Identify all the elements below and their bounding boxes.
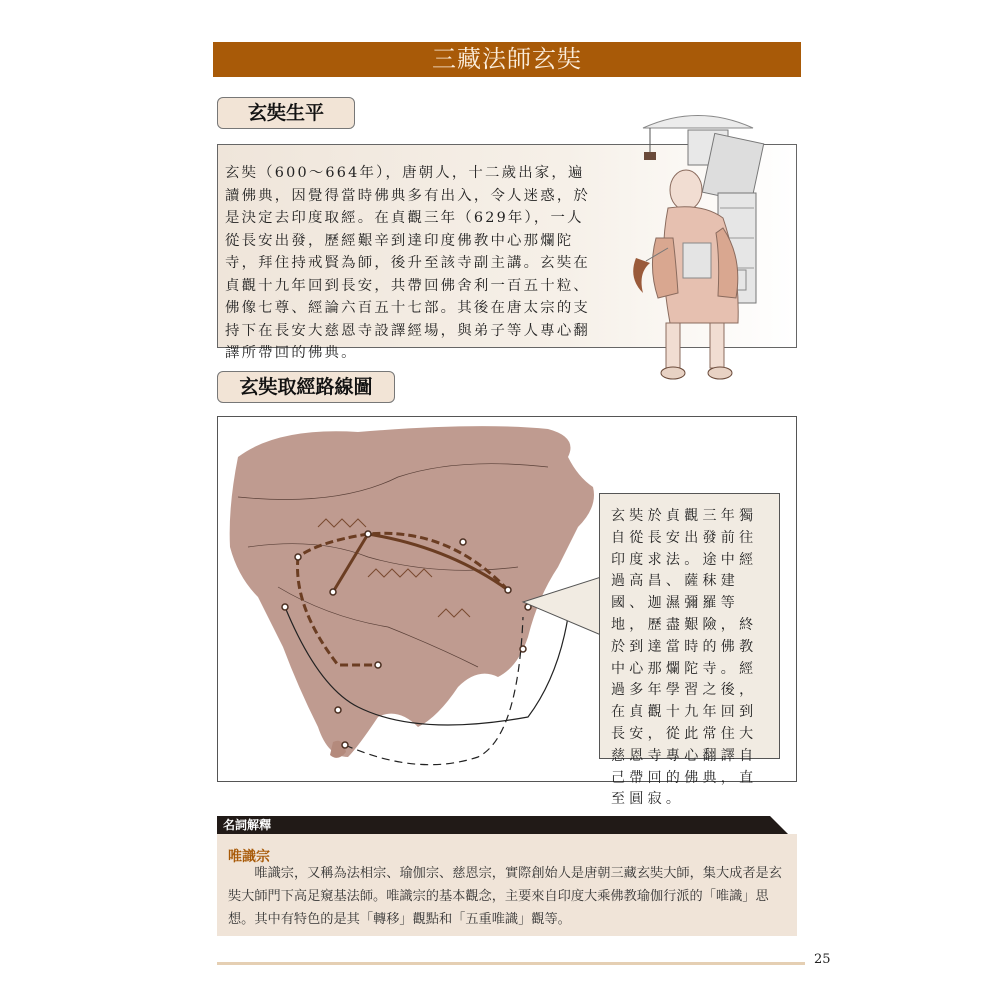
map-callout-text: 玄奘於貞觀三年獨自從長安出發前往印度求法。途中經過高昌、薩秣建國、迦濕彌羅等地，歷盡艱險，終於到達當時的佛教中心那爛陀寺。經過多年學習之後，在貞觀十九年回到長安，從此常住大慈恩寺專心翻譯自己帶回的佛典，直至圓寂。 xyxy=(611,508,758,808)
page-title: 三藏法師玄奘 xyxy=(213,42,801,77)
section-label-biography: 玄奘生平 xyxy=(217,97,355,129)
glossary-definition: 唯識宗，又稱為法相宗、瑜伽宗、慈恩宗，實際創始人是唐朝三藏玄奘大師，集大成者是玄奘大師門下高足窺基法師。唯識宗的基本觀念，主要來自印度大乘佛教瑜伽行派的「唯識」思想。其中有特色的是其「轉移」觀點和「五重唯識」觀等。 xyxy=(228,866,782,927)
monk-illustration xyxy=(628,108,788,388)
glossary-term: 唯識宗 xyxy=(228,849,270,865)
biography-text: 玄奘（600～664年），唐朝人，十二歲出家，遍讀佛典，因覺得當時佛典多有出入，令人迷惑，於是決定去印度取經。在貞觀三年（629年），一人從長安出發，歷經艱辛到達印度佛教中心那爛陀寺，拜住持戒賢為師，後升至該寺副主講。玄奘在貞觀十九年回到長安，共帶回佛舍利一百五十粒、佛像七尊、經論六百五十七部。其後在唐太宗的支持下在長安大慈恩寺設譯經場，與弟子等人專心翻譯所帶回的佛典。 xyxy=(225,165,590,361)
footer-rule xyxy=(217,962,805,965)
glossary-header: 名詞解釋 xyxy=(217,816,757,834)
page-number: 25 xyxy=(814,952,831,967)
section-label-route-map: 玄奘取經路線圖 xyxy=(217,371,395,403)
